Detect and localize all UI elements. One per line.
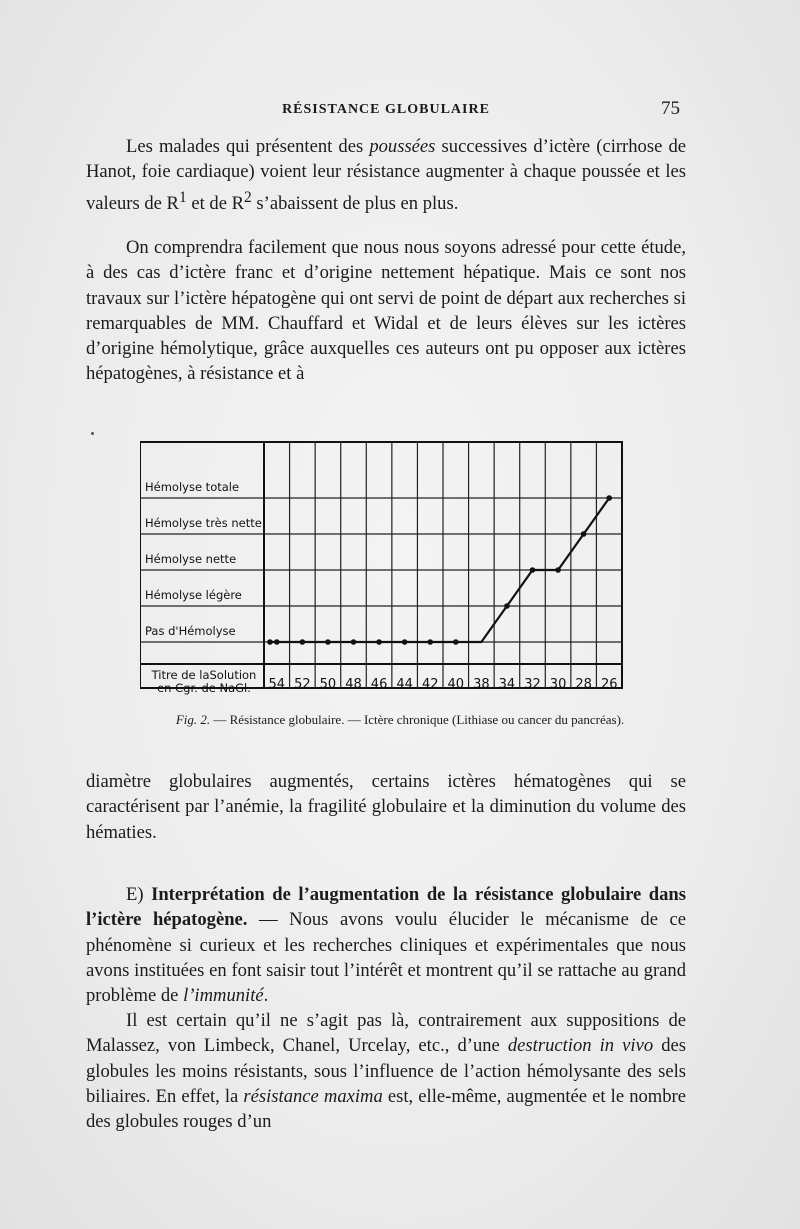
y-level-label: Hémolyse totale	[145, 480, 240, 494]
paragraph-certain	[86, 1008, 686, 1134]
data-point	[581, 531, 587, 537]
x-tick-label: 46	[370, 677, 388, 692]
x-axis-title-line: Titre de laSolution	[151, 668, 257, 682]
y-level-label: Hémolyse très nette	[145, 516, 262, 530]
x-tick-label: 30	[549, 677, 567, 692]
data-point	[504, 603, 510, 609]
figure-label: Fig. 2.	[175, 712, 211, 727]
paragraph-poussees	[86, 134, 686, 216]
text-run: s’abaissent de plus en plus.	[251, 192, 459, 214]
section-prefix: E)	[126, 884, 152, 905]
paragraph-interpretation	[86, 882, 686, 1008]
data-point	[530, 567, 536, 573]
italic-run: résistance maxima	[243, 1085, 383, 1107]
x-tick-labels	[151, 668, 618, 695]
superscript: 2	[244, 188, 252, 206]
data-point	[427, 639, 433, 645]
ink-speck	[91, 432, 94, 435]
superscript: 1	[178, 188, 187, 206]
x-tick-label: 50	[319, 677, 337, 692]
italic-run: l’immunité	[183, 985, 264, 1007]
x-tick-label: 48	[345, 677, 362, 692]
running-title: RÉSISTANCE GLOBULAIRE	[282, 102, 490, 117]
y-level-label: Hémolyse légère	[145, 588, 242, 602]
data-point-start	[267, 639, 273, 645]
paragraph-diametre: diamètre globulaires augmentés, certains ictères hématogènes qui se caractérisent par l’anémie, la fragilité globulaire et la diminution du volume des hématies.	[86, 771, 686, 843]
running-head	[90, 98, 682, 122]
x-tick-label: 28	[575, 677, 592, 692]
data-point	[274, 639, 280, 645]
y-level-label: Hémolyse nette	[145, 552, 237, 566]
x-tick-label: 40	[447, 677, 465, 692]
text-run: des globules les moins résistants, sous l’influence de l’action hémolysante des sels biliaires. En effet, la	[86, 1035, 686, 1107]
y-axis-labels	[145, 480, 262, 638]
text-run: est, elle-même, augmentée et le nombre des globules rouges d’un	[86, 1085, 686, 1133]
paragraph-etude: On comprendra facilement que nous nous soyons adressé pour cette étude, à des cas d’ictère franc et d’origine nettement hépatique. Mais ce sont nos travaux sur l’ictère hépatogène qui ont servi de point de départ aux recherches si remarquables de MM. Chauffard et Widal et de leurs élèves sur les ictères d’origine hémolytique, grâce auxquelles ces auteurs ont pu opposer aux ictères hépatogènes, à résistance et à	[86, 237, 686, 385]
x-axis-title-line: en Cgr. de NaGl.	[157, 681, 251, 695]
x-tick-label: 44	[396, 677, 413, 692]
text-run: .	[263, 985, 269, 1007]
figure-caption	[120, 710, 680, 730]
data-point	[453, 639, 459, 645]
text-run: — Nous avons voulu élucider le mécanisme de ce phénomène si curieux et les recherches cliniques et expérimentales que nous avons instituées en font saisir tout l’intérêt et montrent qu’il se rattache au grand problème de	[86, 909, 687, 1007]
text-run: et de R	[186, 192, 245, 214]
page-number: 75	[661, 98, 680, 119]
data-point	[402, 639, 408, 645]
hemolysis-chart	[140, 440, 624, 696]
x-tick-label: 34	[498, 677, 516, 692]
data-point	[376, 639, 382, 645]
text-run: Il est certain qu’il ne s’agit pas là, contrairement aux suppositions de Malassez, von Limbeck, Chanel, Urcelay, etc., d’une	[86, 1010, 686, 1057]
data-point	[325, 639, 331, 645]
x-tick-label: 32	[524, 677, 541, 692]
x-tick-label: 26	[600, 677, 618, 692]
y-level-label: Pas d'Hémolyse	[145, 624, 236, 638]
caption-text: — Résistance globulaire. — Ictère chronique (Lithiase ou cancer du pancréas).	[210, 712, 625, 727]
data-point	[606, 495, 612, 501]
text-run: Les malades qui présentent des	[126, 136, 370, 157]
x-tick-label: 38	[473, 677, 490, 692]
data-point	[555, 567, 561, 573]
x-tick-label: 54	[268, 677, 286, 692]
text-run: successives d’ictère (cirrhose de Hanot, foie cardiaque) voient leur résistance augmenter à chaque poussée et les valeurs de R	[86, 136, 686, 214]
x-tick-label: 52	[294, 677, 311, 692]
italic-run: poussées	[369, 136, 436, 157]
x-tick-label: 42	[421, 677, 439, 692]
section-heading: Interprétation de l’augmentation de la résistance globulaire dans l’ictère hépatogène.	[86, 884, 686, 931]
data-point	[351, 639, 357, 645]
italic-run: destruction in vivo	[507, 1035, 654, 1057]
data-point	[300, 639, 306, 645]
